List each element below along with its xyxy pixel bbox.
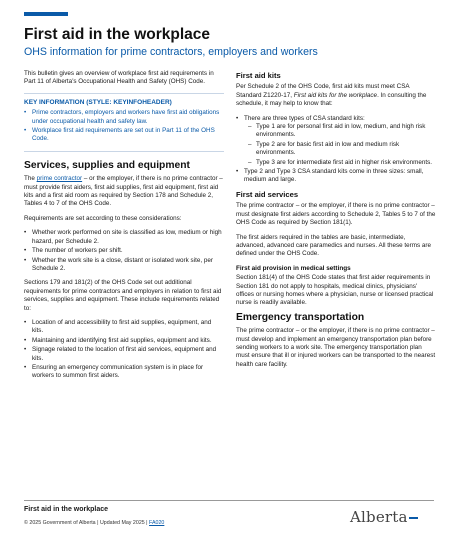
emergency-transportation-paragraph: The prime contractor – or the employer, if there is no prime contractor – must develop and implement an emergency transportation plan before sending workers to a work site. The emergency transportation plan must ensure that ill or injured workers can be transported to the nearest health care facility. [236, 327, 436, 368]
list-item: • Whether work performed on site is classified as low, medium or high hazard, per Schedule 2. [24, 229, 224, 246]
list-item: • Signage related to the location of first aid services, equipment and kits. [24, 346, 224, 363]
kit-types-list [244, 123, 436, 167]
kits-list [236, 115, 436, 185]
first-aid-services-paragraph-2: The first aiders required in the tables are basic, intermediate, advanced, advanced care paramedics and nurses. All these terms are defined under the OHS Code. [236, 233, 431, 258]
footer-copyright: © 2025 Government of Alberta | Updated May 2025 | FA020 [24, 520, 165, 526]
list-item: • The number of workers per shift. [24, 247, 224, 255]
key-info-item: • Prime contractors, employers and workers have first aid obligations under occupational health and safety law. [24, 109, 224, 126]
list-item: • There are three types of CSA standard kits: – Type 1 are for personal first aid in low, medium, and high risk environments. – Type 2 are for basic first aid in low and medium risk environments. – Type 3 are for intermediate first aid in higher risk environments. [236, 115, 436, 167]
alberta-logo: Alberta [350, 508, 418, 526]
left-column [24, 70, 224, 387]
services-paragraph-1: The prime contractor – or the employer, if there is no prime contractor – must provide first aiders, first aid supplies, first aid equipment, first aid kits and a first aid room as required by Section 178 and Schedule 2, Tables 4 to 7 of the OHS Code. [24, 175, 223, 208]
services-supplies-heading: Services, supplies and equipment [24, 159, 190, 171]
services-paragraph-3: Sections 179 and 181(2) of the OHS Code set out additional requirements for prime contractors and employers in relation to first aid services, supplies and equipment. These include requirements related to: [24, 279, 222, 312]
key-info-list [24, 109, 224, 152]
requirements-list [24, 319, 224, 381]
medical-settings-heading: First aid provision in medical settings [236, 264, 351, 272]
logo-underline-mark [409, 517, 418, 519]
page-title: First aid in the workplace [24, 26, 211, 43]
list-item: • Maintaining and identifying first aid supplies, equipment and kits. [24, 337, 224, 345]
title-accent-bar [24, 12, 68, 16]
key-info-header: KEY INFORMATION (STYLE: KEYINFOHEADER) [24, 93, 224, 107]
considerations-list [24, 229, 224, 273]
footer-title: First aid in the workplace [24, 506, 109, 513]
intro-paragraph: This bulletin gives an overview of workplace first aid requirements in Part 11 of Alberta's Occupational Health and Safety (OHS) Code. [24, 70, 214, 86]
prime-contractor-link[interactable]: prime contractor [36, 175, 83, 183]
medical-settings-paragraph: Section 181(4) of the OHS Code states that first aider requirements in Section 181 do not apply to hospitals, medical clinics, physicians' offices or nursing homes where a physician, nurse or licensed practical nurse is readily available. [236, 274, 434, 307]
list-item: – Type 3 are for intermediate first aid in higher risk environments. [248, 159, 436, 167]
services-paragraph-2: Requirements are set according to these considerations: [24, 214, 182, 222]
first-aid-services-heading: First aid services [236, 189, 299, 199]
key-info-item: • Workplace first aid requirements are set out in Part 11 of the OHS Code. [24, 127, 224, 144]
footer-divider [24, 500, 434, 501]
list-item: • Ensuring an emergency communication system is in place for workers to summon first aiders. [24, 364, 224, 381]
page-subtitle: OHS information for prime contractors, employers and workers [24, 46, 318, 58]
list-item: – Type 1 are for personal first aid in low, medium, and high risk environments. [248, 123, 436, 140]
list-item: • Type 2 and Type 3 CSA standard kits come in three sizes: small, medium and large. [236, 168, 436, 185]
list-item: • Whether the work site is a close, distant or isolated work site, per Schedule 2. [24, 257, 224, 274]
kits-paragraph: Per Schedule 2 of the OHS Code, first aid kits must meet CSA Standard Z1220-17, First aid kits for the workplace. In consulting the schedule, it may help to know that: [236, 83, 427, 108]
first-aid-kits-heading: First aid kits [236, 71, 281, 80]
list-item: – Type 2 are for basic first aid in low and medium risk environments. [248, 141, 436, 158]
right-column [236, 70, 436, 375]
emergency-transportation-heading: Emergency transportation [236, 311, 365, 323]
list-item: • Location of and accessibility to first aid supplies, equipment, and kits. [24, 319, 224, 336]
document-code-link[interactable]: FA020 [149, 520, 165, 526]
first-aid-services-paragraph-1: The prime contractor – or the employer, if there is no prime contractor – must designate first aiders according to Schedule 2, Tables 5 to 7 of the OHS Code as required by Section 181(1). [236, 202, 436, 227]
